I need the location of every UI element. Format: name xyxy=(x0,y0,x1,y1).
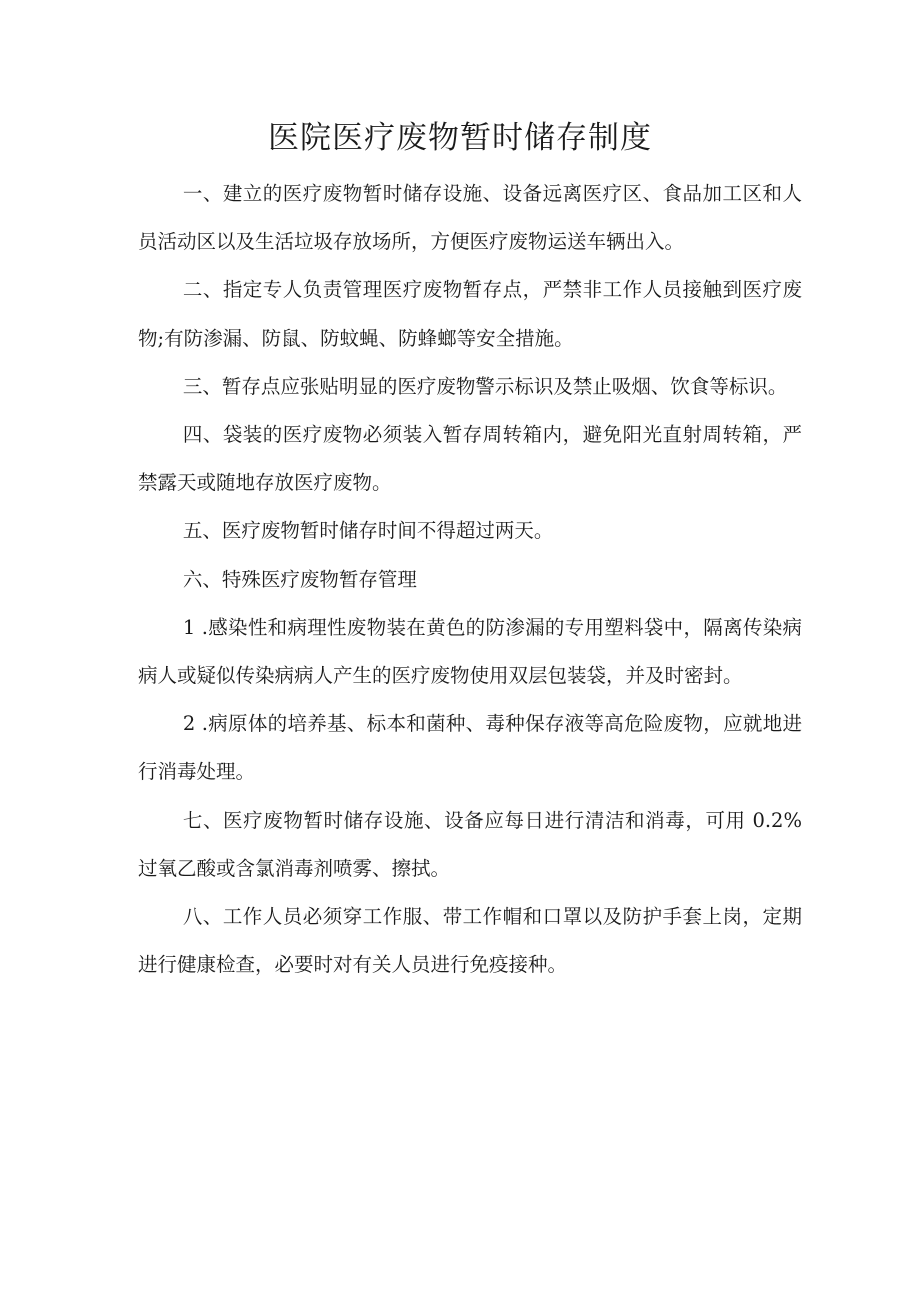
paragraph-3: 三、暂存点应张贴明显的医疗废物警示标识及禁止吸烟、饮食等标识。 xyxy=(182,374,788,398)
paragraph-7: 七、医疗废物暂时储存设施、设备应每日进行清洁和消毒，可用 0.2% 过氧乙酸或含氯消毒剂喷雾、擦拭。 xyxy=(138,808,802,880)
paragraph-5: 五、医疗废物暂时储存时间不得超过两天。 xyxy=(182,519,554,543)
paragraph-1: 一、建立的医疗废物暂时储存设施、设备远离医疗区、食品加工区和人员活动区以及生活垃圾存放场所，方便医疗废物运送车辆出入。 xyxy=(138,182,802,254)
paragraph-8: 八、工作人员必须穿工作服、带工作帽和口罩以及防护手套上岗，定期进行健康检查，必要时对有关人员进行免疫接种。 xyxy=(138,905,802,977)
paragraph-2: 二、指定专人负责管理医疗废物暂存点，严禁非工作人员接触到医疗废物;有防渗漏、防鼠、防蚊蝇、防蜂螂等安全措施。 xyxy=(138,278,802,350)
document-title: 医院医疗废物暂时储存制度 xyxy=(268,120,652,156)
paragraph-6-item-2: 2 .病原体的培养基、标本和菌种、毒种保存液等高危险废物，应就地进行消毒处理。 xyxy=(138,712,802,784)
paragraph-6-item-1: 1 .感染性和病理性废物装在黄色的防渗漏的专用塑料袋中，隔离传染病病人或疑似传染病病人产生的医疗废物使用双层包装袋，并及时密封。 xyxy=(138,615,802,688)
paragraph-4: 四、袋装的医疗废物必须装入暂存周转箱内，避免阳光直射周转箱，严禁露天或随地存放医疗废物。 xyxy=(138,423,802,495)
paragraph-6: 六、特殊医疗废物暂存管理 xyxy=(182,567,417,591)
document-body xyxy=(138,170,802,989)
